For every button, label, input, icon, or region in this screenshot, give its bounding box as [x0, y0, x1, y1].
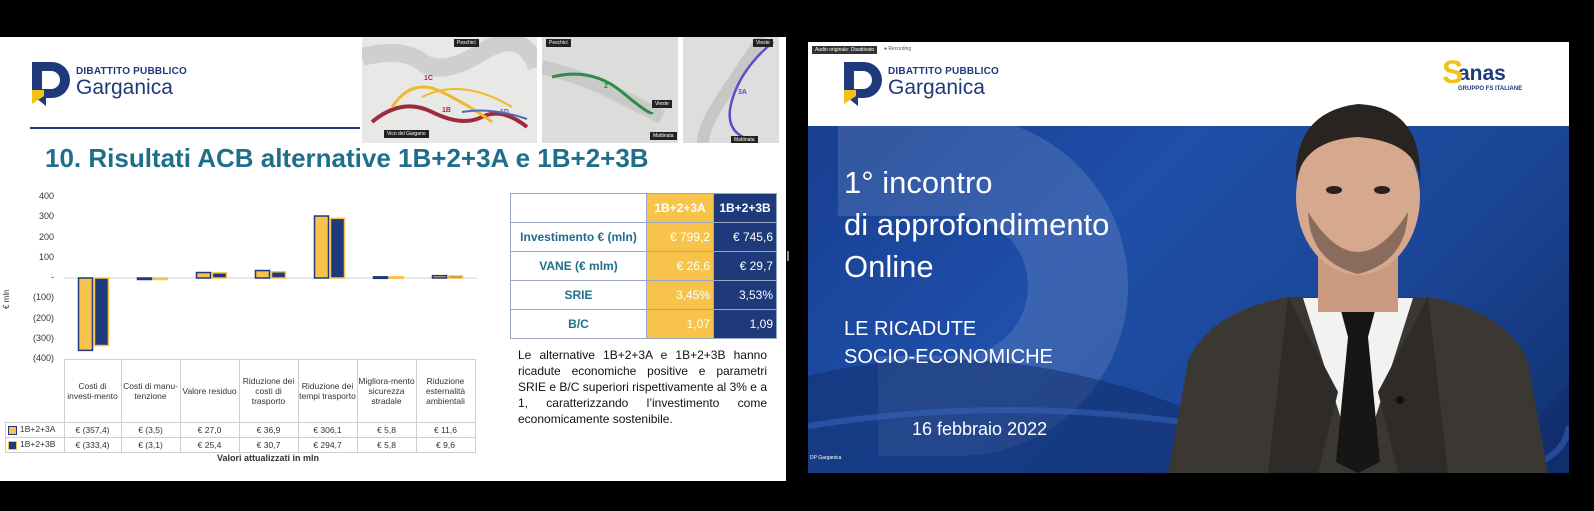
route-map-3 — [683, 37, 779, 143]
dp-logo-icon — [842, 60, 882, 104]
chart-footnote: Valori attualizzati in mln — [217, 453, 320, 463]
subheading-line: LE RICADUTE — [844, 318, 977, 340]
bar-1B+2+3B — [95, 278, 109, 346]
table-cell: € 294,7 — [298, 437, 357, 452]
map-label: Vieste — [753, 39, 773, 47]
map-route-number: 1D — [500, 109, 509, 116]
y-tick-label: (300) — [32, 332, 54, 343]
y-tick-label: 200 — [38, 231, 54, 242]
table-header-cell: Riduzione dei tempi trasporto — [298, 360, 357, 423]
heading-line: 1° incontro — [844, 165, 993, 200]
audio-status[interactable]: Audio originale: Disattivato — [812, 46, 877, 54]
y-tick-label: 400 — [38, 191, 54, 201]
results-row — [511, 281, 777, 310]
table-cell: € (3,1) — [121, 437, 180, 452]
speaker-logo — [842, 60, 999, 104]
results-table — [510, 193, 777, 339]
event-date: 16 febbraio 2022 — [912, 419, 1048, 439]
table-cell: € 9,6 — [416, 437, 475, 452]
series-label: 1B+2+3A — [6, 422, 65, 437]
map-route-number: 1C — [424, 75, 433, 82]
legend-swatch-icon — [8, 426, 17, 435]
recording-indicator: ● Recording — [884, 46, 912, 52]
table-cell: € 27,0 — [180, 422, 239, 437]
y-tick-label: (100) — [32, 292, 54, 303]
results-label: SRIE — [511, 281, 647, 310]
logo-line-1: DIBATTITO PUBBLICO — [76, 65, 188, 77]
heading-line: Online — [844, 249, 934, 284]
results-corner — [511, 194, 647, 223]
results-value-b: 1,09 — [714, 310, 777, 339]
table-cell: € (333,4) — [64, 437, 121, 452]
table-header-cell: Migliora-mento sicurezza stradale — [357, 360, 416, 423]
bar-1B+2+3A — [256, 271, 270, 278]
chart-data-table — [5, 359, 476, 453]
bar-1B+2+3B — [272, 272, 286, 278]
results-label: VANE (€ mlm) — [511, 252, 647, 281]
route-map-2 — [542, 37, 678, 143]
slide-title: 10. Risultati ACB alternative 1B+2+3A e 1B+2+3B — [45, 143, 649, 173]
results-value-a: € 799,2 — [647, 223, 714, 252]
table-cell: € 306,1 — [298, 422, 357, 437]
logo-line-2: Garganica — [888, 75, 985, 99]
table-row — [6, 422, 476, 437]
table-header-cell: Costi di investi-mento — [64, 360, 121, 423]
conclusion-paragraph: Le alternative 1B+2+3A e 1B+2+3B hanno ricadute economiche positive e parametri SRIE e B/C superiori rispettivamente al 3% e a 1, caratterizzando l’investimento come economicamente sostenibile. — [518, 348, 767, 426]
results-row — [511, 252, 777, 281]
bar-1B+2+3A — [138, 278, 152, 280]
map-label: Mattinata — [731, 136, 758, 143]
bar-1B+2+3A — [433, 276, 447, 278]
table-row — [6, 437, 476, 452]
table-cell: € 5,8 — [357, 422, 416, 437]
table-cell: € 30,7 — [239, 437, 298, 452]
map-route-number: 2 — [604, 83, 608, 90]
anas-name: anas — [1458, 62, 1506, 85]
map-label: Vieste — [652, 100, 672, 108]
table-cell: € (357,4) — [64, 422, 121, 437]
table-cell: € 36,9 — [239, 422, 298, 437]
y-tick-label: (400) — [32, 353, 54, 363]
map-route-number: 1B — [442, 107, 451, 114]
table-cell: € 11,6 — [416, 422, 475, 437]
results-value-b: € 29,7 — [714, 252, 777, 281]
results-label: B/C — [511, 310, 647, 339]
bar-1B+2+3B — [331, 218, 345, 278]
shared-slide — [0, 37, 786, 481]
y-tick-label: (200) — [32, 312, 54, 323]
map-label: Vico del Gargano — [384, 130, 429, 138]
panel-resize-handle[interactable] — [787, 251, 789, 261]
y-tick-label: 100 — [38, 251, 54, 262]
table-header-cell: Riduzione esternalità ambientali — [416, 360, 475, 423]
bar-1B+2+3B — [213, 273, 227, 278]
cba-bar-chart — [0, 37, 480, 367]
speaker-video[interactable] — [808, 42, 1569, 473]
map-label: Peschici — [454, 39, 479, 47]
results-label: Investimento € (mln) — [511, 223, 647, 252]
table-header-cell: Costi di manu-tenzione — [121, 360, 180, 423]
y-tick-label: 300 — [38, 211, 54, 222]
table-header-cell: Valore residuo — [180, 360, 239, 423]
results-value-a: € 26,6 — [647, 252, 714, 281]
bar-1B+2+3A — [79, 278, 93, 350]
y-tick-label: - — [51, 272, 54, 282]
anas-s-icon: S — [1442, 54, 1464, 90]
results-header-a: 1B+2+3A — [647, 194, 714, 223]
table-header-row — [6, 360, 476, 423]
event-subheading — [844, 315, 1053, 371]
map-label: Mattinata — [650, 132, 677, 140]
speaker-person — [1168, 62, 1548, 473]
legend-swatch-icon — [8, 441, 17, 450]
bar-1B+2+3A — [315, 216, 329, 278]
map-route-number: 3A — [738, 89, 747, 96]
participant-name: DP Garganica — [810, 455, 842, 461]
results-value-a: 1,07 — [647, 310, 714, 339]
table-cell: € (3,5) — [121, 422, 180, 437]
results-header-b: 1B+2+3B — [714, 194, 777, 223]
event-heading — [844, 162, 1109, 288]
table-header-cell: Riduzione dei costi di trasporto — [239, 360, 298, 423]
results-header-row — [511, 194, 777, 223]
logo-line-1: DIBATTITO PUBBLICO — [888, 65, 1000, 77]
series-label: 1B+2+3B — [6, 437, 65, 452]
table-cell: € 25,4 — [180, 437, 239, 452]
anas-group: GRUPPO FS ITALIANE — [1458, 86, 1523, 92]
results-value-b: 3,53% — [714, 281, 777, 310]
results-value-a: 3,45% — [647, 281, 714, 310]
logo-line-2: Garganica — [76, 75, 173, 99]
results-value-b: € 745,6 — [714, 223, 777, 252]
bar-1B+2+3A — [374, 277, 388, 279]
subheading-line: SOCIO-ECONOMICHE — [844, 346, 1053, 368]
bar-1B+2+3A — [197, 273, 211, 278]
results-row — [511, 223, 777, 252]
results-row — [511, 310, 777, 339]
table-cell: € 5,8 — [357, 437, 416, 452]
bar-1B+2+3B — [449, 276, 463, 278]
map-label: Peschici — [546, 39, 571, 47]
heading-line: di approfondimento — [844, 207, 1110, 242]
bar-1B+2+3B — [154, 278, 168, 280]
y-axis-title: € mln — [2, 289, 11, 309]
bar-1B+2+3B — [390, 277, 404, 279]
